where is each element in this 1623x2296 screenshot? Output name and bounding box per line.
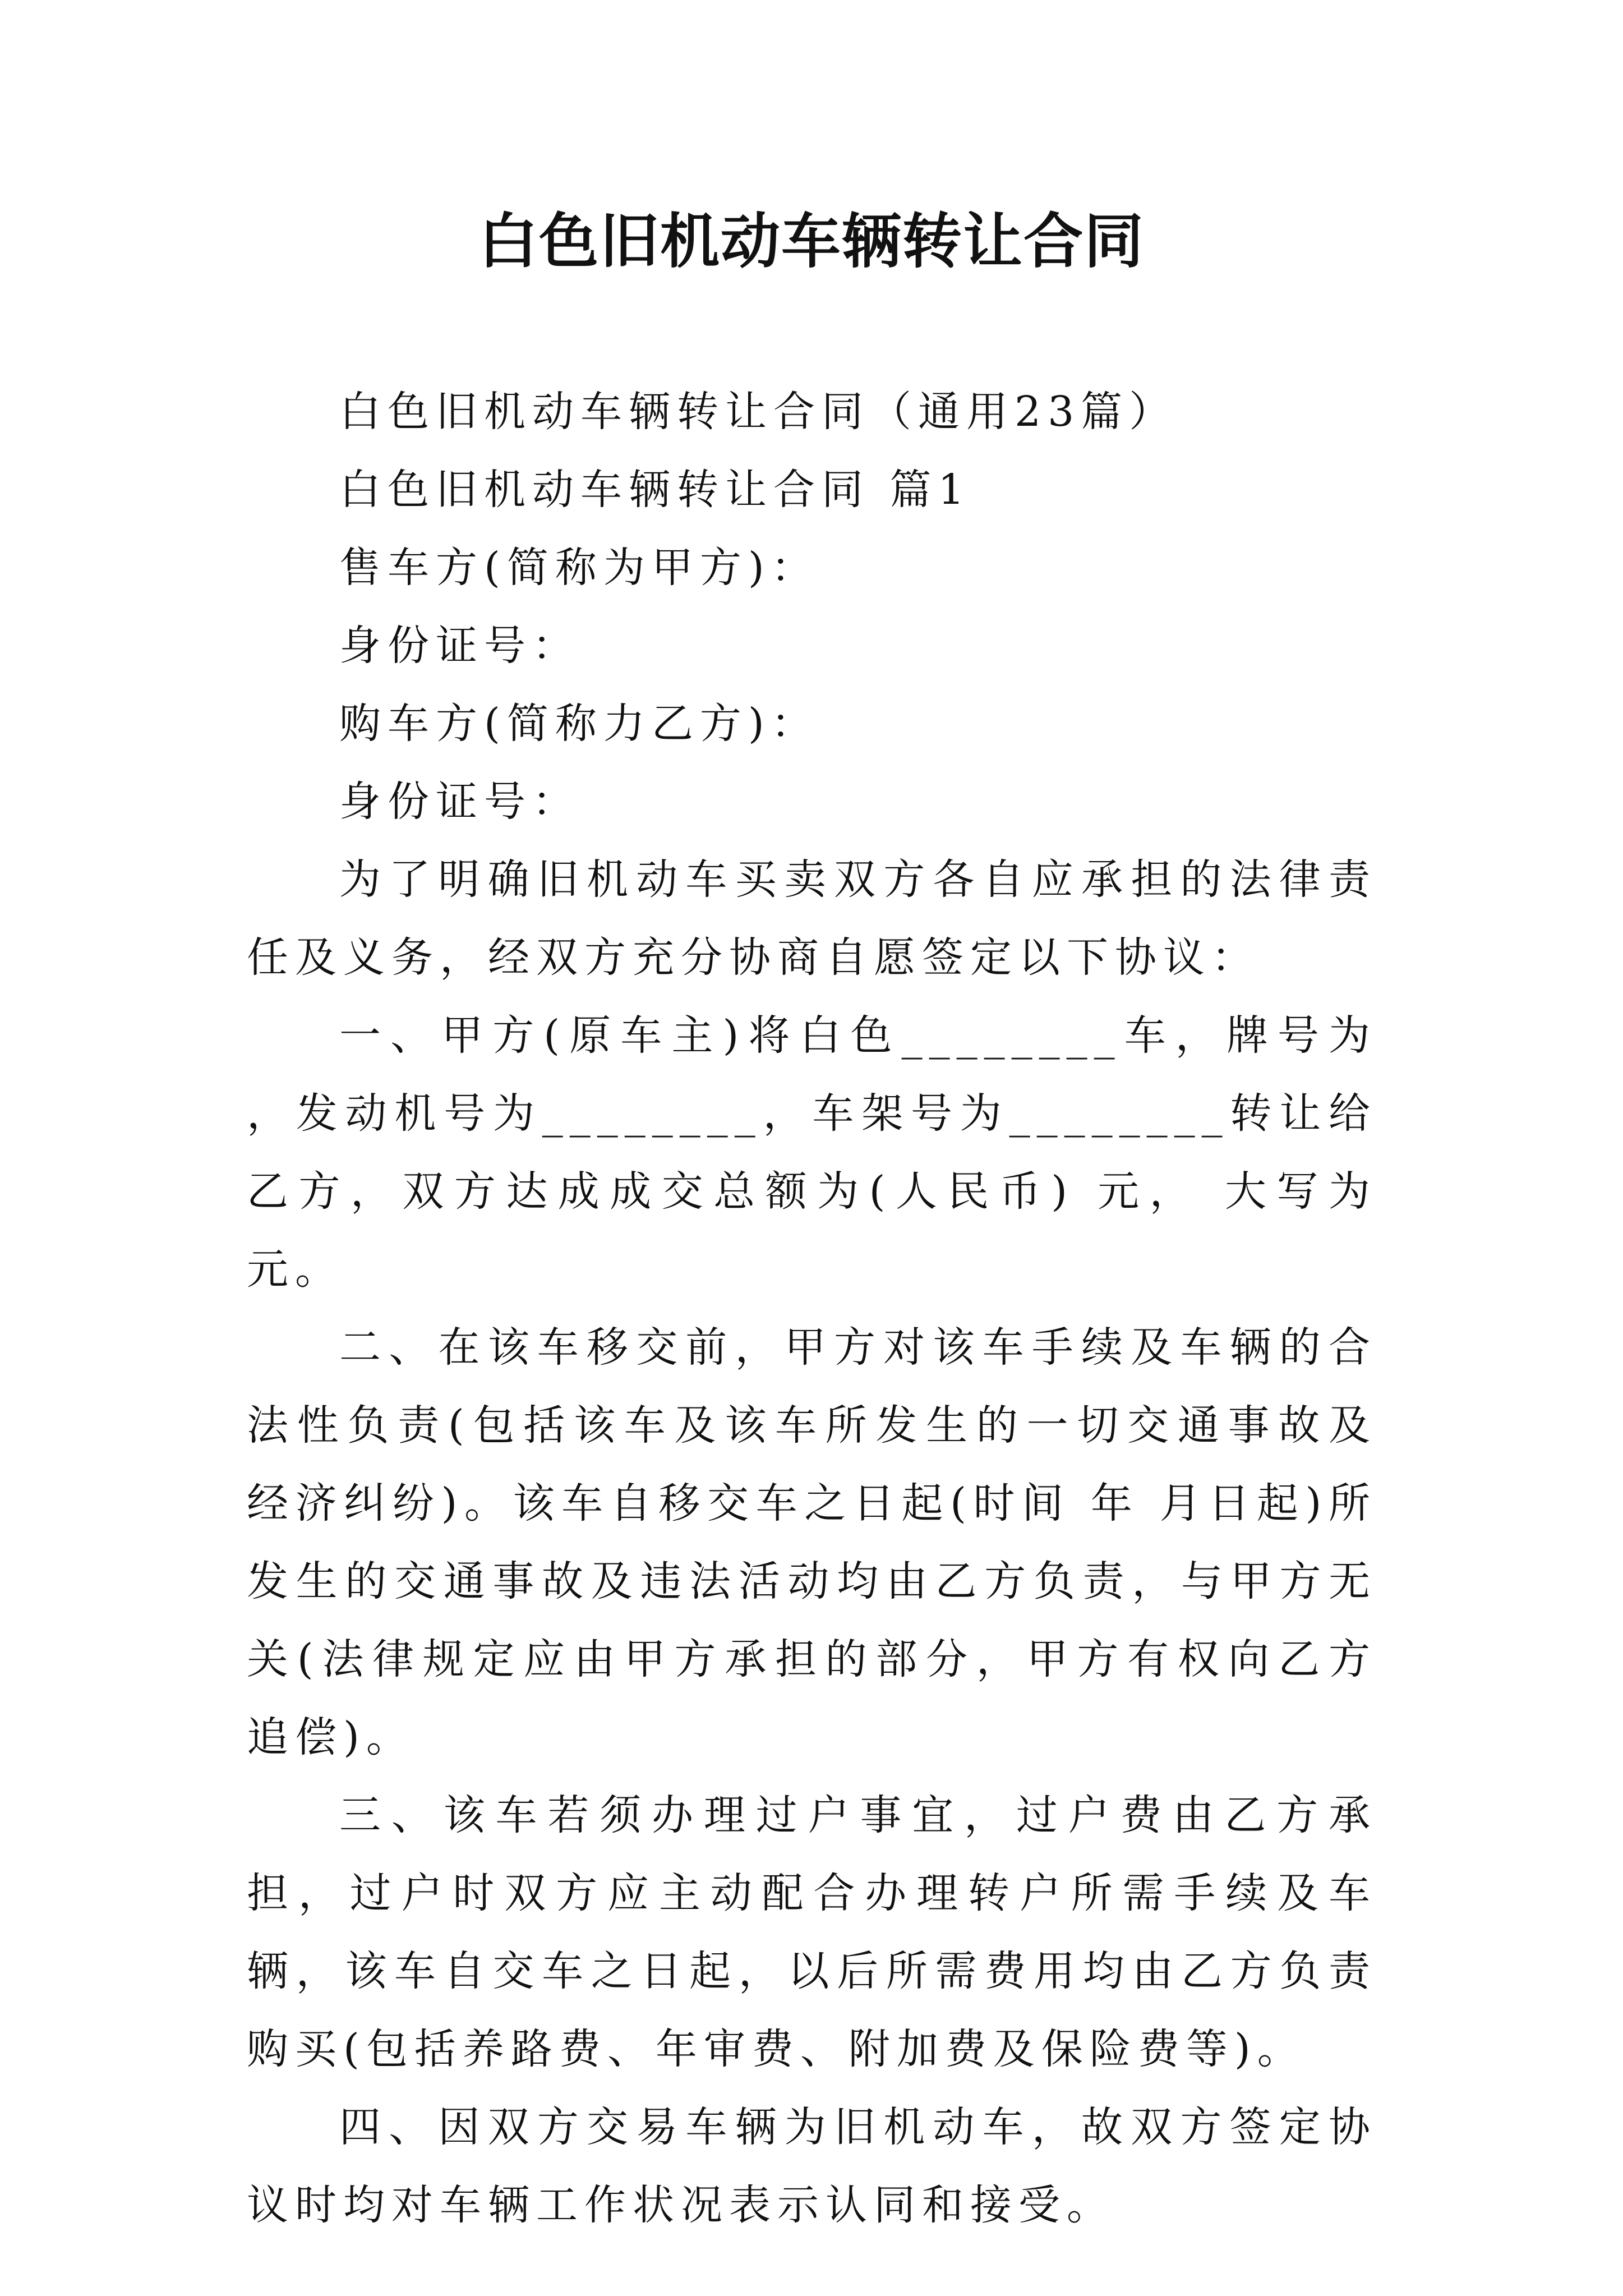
paragraph-seller-id: 身份证号： [339, 622, 580, 670]
paragraph-section-heading: 白色旧机动车辆转让合同 篇1 [339, 466, 971, 514]
paragraph-clause-4: 四、因双方交易车辆为旧机动车，故双方签定协议时均对车辆工作状况表示认同和接受。 [247, 2103, 1377, 2229]
paragraph-clause-3: 三、该车若须办理过户事宜，过户费由乙方承担，过户时双方应主动配合办理转户所需手续及车辆，该车自交车之日起，以后所需费用均由乙方负责购买(包括养路费、年审费、附加费及保险费等)。 [247, 1791, 1377, 2073]
paragraph-clause-2: 二、在该车移交前，甲方对该车手续及车辆的合法性负责(包括该车及该车所发生的一切交通事故及经济纠纷)。该车自移交车之日起(时间 年 月日起)所发生的交通事故及违法活动均由乙方负责，与甲方无关(法律规定应由甲方承担的部分，甲方有权向乙方追偿)。 [247, 1323, 1377, 1761]
document-title: 白色旧机动车辆转让合同 [478, 206, 1145, 276]
paragraph-clause-1: 一、甲方(原车主)将白色________车，牌号为 ，发动机号为________，车架号为________转让给乙方，双方达成成交总额为(人民币) 元， 大写为 元。 [247, 1011, 1377, 1294]
paragraph-buyer: 购车方(简称力乙方)： [339, 700, 819, 748]
document-body [247, 373, 1377, 2244]
paragraph-buyer-id: 身份证号： [339, 777, 580, 826]
paragraph-subtitle: 白色旧机动车辆转让合同（通用23篇） [339, 388, 1178, 436]
paragraph-seller: 售车方(简称为甲方)： [339, 544, 819, 592]
paragraph-preamble: 为了明确旧机动车买卖双方各自应承担的法律责任及义务，经双方充分协商自愿签定以下协议： [247, 855, 1377, 982]
